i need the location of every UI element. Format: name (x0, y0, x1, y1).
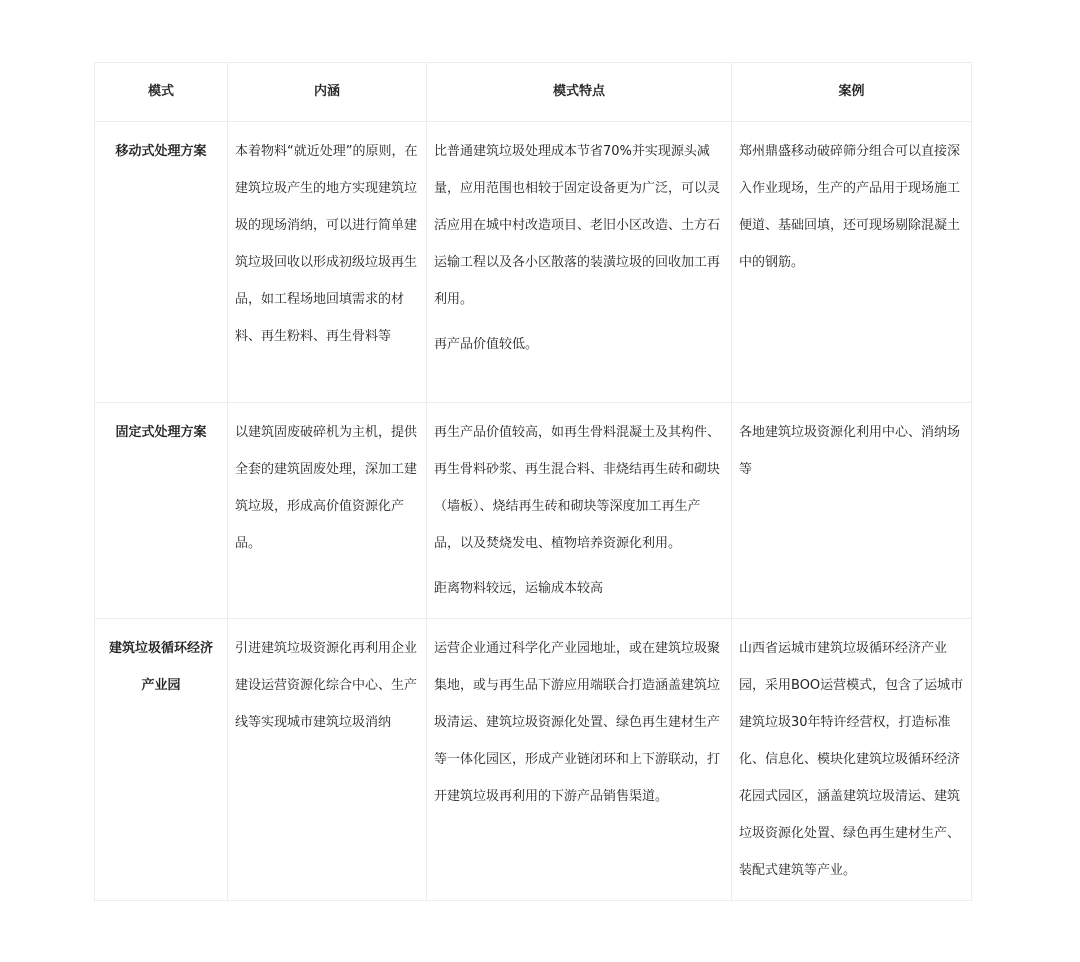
cell-features (427, 619, 732, 901)
header-mode: 模式 (95, 63, 228, 122)
cell-mode: 固定式处理方案 (95, 403, 228, 619)
feature-paragraph: 比普通建筑垃圾处理成本节省70%并实现源头减量，应用范围也相较于固定设备更为广泛，可以灵活应用在城中村改造项目、老旧小区改造、土方石运输工程以及各小区散落的装潢垃圾的回收加工再利用。 (434, 144, 721, 307)
header-features: 模式特点 (427, 63, 732, 122)
table-row (95, 403, 972, 619)
cell-connotation: 以建筑固废破碎机为主机，提供全套的建筑固废处理，深加工建筑垃圾，形成高价值资源化产品。 (228, 403, 427, 619)
table-header-row (95, 63, 972, 122)
header-connotation: 内涵 (228, 63, 427, 122)
feature-paragraph: 再生产品价值较高，如再生骨料混凝土及其构件、再生骨料砂浆、再生混合料、非烧结再生砖和砌块（墙板）、烧结再生砖和砌块等深度加工再生产品，以及焚烧发电、植物培养资源化利用。 (434, 425, 721, 551)
feature-paragraph: 距离物料较远，运输成本较高 (434, 581, 604, 596)
cell-features (427, 403, 732, 619)
header-case: 案例 (732, 63, 972, 122)
comparison-table (94, 62, 972, 901)
table-row (95, 122, 972, 403)
cell-connotation: 本着物料“就近处理”的原则，在建筑垃圾产生的地方实现建筑垃圾的现场消纳，可以进行简单建筑垃圾回收以形成初级垃圾再生品，如工程场地回填需求的材料、再生粉料、再生骨料等 (228, 122, 427, 403)
feature-paragraph: 再产品价值较低。 (434, 337, 539, 352)
cell-mode: 移动式处理方案 (95, 122, 228, 403)
table-row (95, 619, 972, 901)
cell-case: 山西省运城市建筑垃圾循环经济产业园，采用BOO运营模式，包含了运城市建筑垃圾30年特许经营权，打造标准化、信息化、模块化建筑垃圾循环经济花园式园区，涵盖建筑垃圾清运、建筑垃圾资源化处置、绿色再生建材生产、装配式建筑等产业。 (732, 619, 972, 901)
cell-connotation: 引进建筑垃圾资源化再利用企业建设运营资源化综合中心、生产线等实现城市建筑垃圾消纳 (228, 619, 427, 901)
feature-paragraph: 运营企业通过科学化产业园地址，或在建筑垃圾聚集地，或与再生品下游应用端联合打造涵盖建筑垃圾清运、建筑垃圾资源化处置、绿色再生建材生产等一体化园区，形成产业链闭环和上下游联动，打开建筑垃圾再利用的下游产品销售渠道。 (434, 641, 721, 804)
comparison-table-container (94, 62, 971, 901)
cell-case: 郑州鼎盛移动破碎筛分组合可以直接深入作业现场，生产的产品用于现场施工便道、基础回填，还可现场剔除混凝土中的钢筋。 (732, 122, 972, 403)
cell-case: 各地建筑垃圾资源化利用中心、消纳场等 (732, 403, 972, 619)
cell-features (427, 122, 732, 403)
cell-mode: 建筑垃圾循环经济产业园 (95, 619, 228, 901)
